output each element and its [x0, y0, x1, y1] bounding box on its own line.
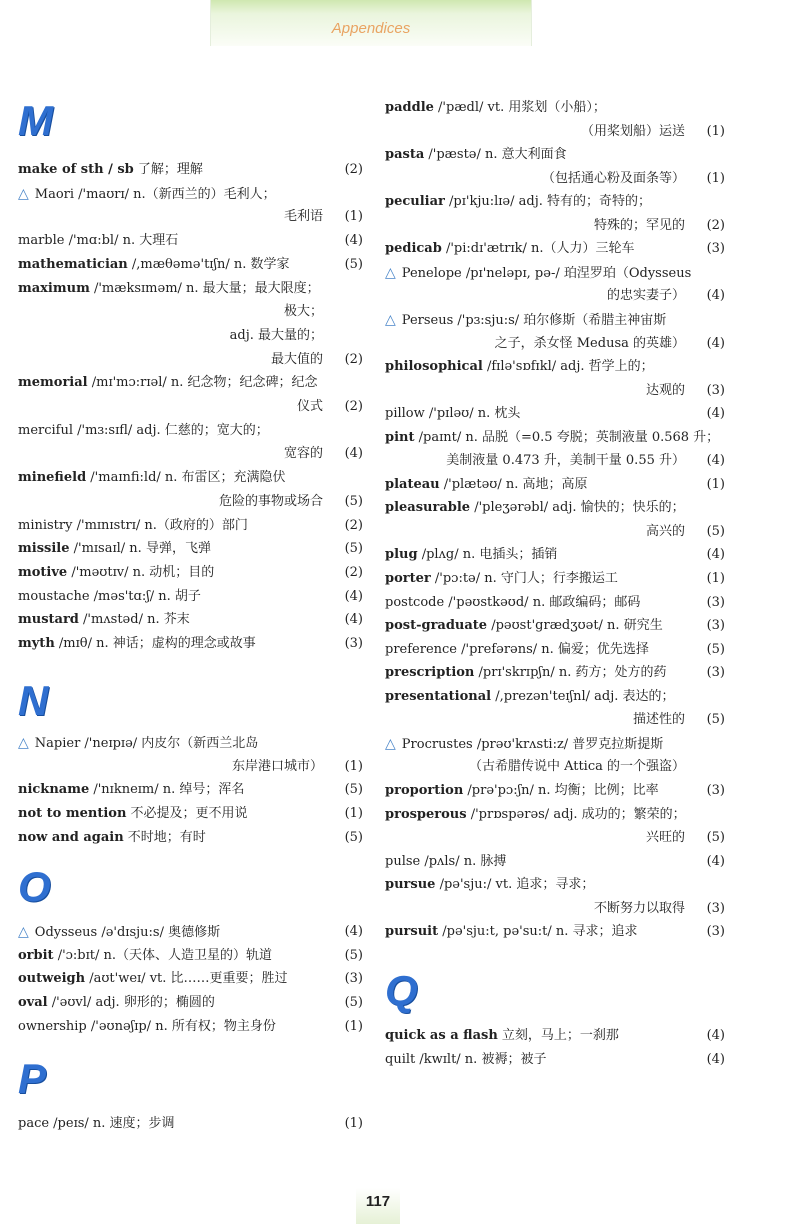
continuation-text: 兴旺的: [645, 830, 685, 846]
definition: /'məʊtɪv/ n. 动机；目的: [67, 564, 215, 580]
definition: /'pi:dɪ'ætrɪk/ n.（人力）三轮车: [441, 241, 635, 257]
unit-number: (1): [344, 1116, 363, 1131]
headword: philosophical: [385, 359, 483, 375]
definition: /'ɔ:bɪt/ n.（天体、人造卫星的）轨道: [53, 947, 273, 963]
continuation-text: 达观的: [645, 382, 685, 398]
unit-number: (2): [344, 564, 363, 580]
definition: /prɪ'skrɪpʃn/ n. 药方；处方的药: [474, 665, 667, 681]
headword: Maori: [34, 186, 75, 202]
continuation-text: 极大；: [283, 304, 323, 320]
glossary-entry: [18, 991, 363, 1015]
headword: paddle: [385, 100, 434, 115]
headword: myth: [18, 636, 55, 651]
unit-number: (1): [344, 758, 363, 774]
definition: /'pɜ:sju:s/ 珀尔修斯（希腊主神宙斯: [453, 312, 667, 328]
entry-continuation: [385, 167, 725, 191]
glossary-entry: [385, 779, 725, 803]
glossary-entry: [18, 802, 363, 826]
definition: /'prefərəns/ n. 偏爱；优先选择: [457, 641, 649, 657]
unit-number: (3): [706, 665, 725, 681]
headword: Napier: [34, 736, 81, 751]
glossary-entry: [18, 826, 363, 850]
unit-number: (5): [344, 493, 363, 509]
unit-number: (4): [706, 547, 725, 563]
definition: /'pleʒərəbl/ adj. 愉快的；快乐的；: [470, 500, 685, 516]
glossary-entry: [18, 1112, 363, 1136]
unit-number: (2): [344, 351, 363, 367]
unit-number: (4): [706, 1051, 725, 1067]
headword: missile: [18, 541, 70, 557]
headword: preference: [385, 641, 457, 657]
unit-number: (3): [706, 900, 725, 916]
headword: now and again: [18, 829, 124, 845]
definition: /ə'dɪsju:s/ 奥德修斯: [97, 925, 221, 940]
definition: /'pɪləʊ/ n. 枕头: [424, 406, 521, 422]
triangle-icon: △: [385, 735, 396, 752]
entry-continuation: [18, 300, 363, 324]
definition: /mɪ'mɔ:rɪəl/ n. 纪念物；纪念碑；纪念: [87, 375, 318, 391]
headword: moustache: [18, 588, 90, 604]
definition: /pə'sju:/ vt. 追求；寻求；: [435, 877, 595, 893]
headword: outweigh: [18, 971, 86, 987]
definition: /'əʊvl/ adj. 卵形的；椭圆的: [47, 995, 215, 1011]
glossary-entry: [385, 732, 725, 756]
unit-number: (5): [706, 523, 725, 539]
headword: Perseus: [401, 312, 454, 328]
definition: 不必提及；更不用说: [126, 806, 248, 822]
unit-number: (5): [344, 256, 363, 272]
unit-number: (4): [344, 446, 363, 462]
headword: ownership: [18, 1018, 87, 1034]
headword: pursuit: [385, 924, 439, 940]
glossary-entry: [385, 1024, 725, 1048]
definition: /peɪs/ n. 速度；步调: [49, 1116, 175, 1131]
headword: plateau: [385, 476, 440, 492]
entry-continuation: [385, 826, 725, 850]
glossary-entry: [385, 850, 725, 874]
definition: /kwɪlt/ n. 被褥；被子: [415, 1051, 547, 1067]
headword: mustard: [18, 612, 79, 628]
unit-number: (4): [706, 288, 725, 304]
glossary-entry: [18, 466, 363, 490]
entry-continuation: [385, 214, 725, 238]
unit-number: (2): [344, 399, 363, 414]
glossary-entry: [385, 567, 725, 591]
entry-continuation: [18, 755, 363, 779]
unit-number: (4): [344, 233, 363, 249]
headword: nickname: [18, 782, 90, 798]
glossary-entry: [385, 426, 725, 450]
headword: pillow: [385, 406, 425, 422]
continuation-text: 毛利语: [283, 209, 323, 225]
definition: /pʌls/ n. 脉搏: [420, 853, 507, 869]
definition: /məs'tɑ:ʃ/ n. 胡子: [89, 588, 201, 604]
triangle-icon: △: [385, 311, 396, 328]
glossary-entry: [385, 496, 725, 520]
headword: Procrustes: [401, 736, 473, 752]
entry-continuation: [385, 332, 725, 356]
continuation-text: 宽容的: [283, 446, 323, 462]
definition: /'mɪnɪstrɪ/ n.（政府的）部门: [72, 517, 248, 533]
definition: /'mɪsaɪl/ n. 导弹，飞弹: [69, 541, 211, 557]
unit-number: (5): [344, 541, 363, 557]
unit-number: (2): [344, 517, 363, 533]
entry-continuation: [385, 520, 725, 544]
definition: /'pædl/ vt. 用浆划（小船）；: [433, 100, 606, 115]
unit-number: (1): [706, 170, 725, 186]
definition: /'pəʊstkəʊd/ n. 邮政编码；邮码: [444, 594, 641, 610]
unit-number: (1): [706, 476, 725, 492]
entry-continuation: [18, 442, 363, 466]
unit-number: (5): [344, 829, 363, 845]
continuation-text: （古希腊传说中 Attica 的一个强盗）: [468, 759, 685, 775]
definition: /'mɑ:bl/ n. 大理石: [64, 233, 179, 249]
continuation-text: 特殊的；罕见的: [593, 217, 685, 233]
glossary-entry: [18, 182, 363, 206]
glossary-entry: [18, 920, 363, 944]
unit-number: (5): [706, 712, 725, 728]
glossary-entry: [385, 261, 725, 285]
glossary-entry: [18, 229, 363, 253]
unit-number: (1): [344, 1018, 363, 1034]
section-letter-q: Q: [385, 967, 416, 1014]
unit-number: (2): [706, 217, 725, 233]
definition: /mɪθ/ n. 神话；虚构的理念或故事: [54, 636, 256, 651]
headword: pedicab: [385, 241, 442, 257]
unit-number: (3): [344, 971, 363, 987]
definition: /'maʊrɪ/ n.（新西兰的）毛利人；: [74, 186, 276, 202]
headword: pleasurable: [385, 500, 471, 516]
entry-continuation: [18, 348, 363, 372]
entry-continuation: [385, 755, 725, 779]
glossary-entry: [385, 237, 725, 261]
glossary-entry: [385, 920, 725, 944]
continuation-text: 高兴的: [645, 523, 685, 539]
headword: memorial: [18, 375, 88, 391]
unit-number: (4): [344, 588, 363, 604]
entry-continuation: [385, 897, 725, 921]
headword: postcode: [385, 594, 445, 610]
glossary-entry: [385, 638, 725, 662]
definition: /fɪlə'sɒfɪkl/ adj. 哲学上的；: [482, 359, 654, 375]
headword: marble: [18, 233, 65, 249]
definition: /'pɔ:tə/ n. 守门人；行李搬运工: [430, 571, 618, 586]
headword: oval: [18, 995, 48, 1011]
headword: peculiar: [385, 194, 445, 210]
unit-number: (1): [706, 123, 725, 139]
header-title: Appendices: [331, 20, 411, 37]
glossary-entry: [18, 632, 363, 656]
definition: /plʌg/ n. 电插头；插销: [417, 547, 558, 563]
glossary-entry: [385, 661, 725, 685]
definition: /,mæθəmə'tɪʃn/ n. 数学家: [127, 256, 290, 272]
headword: prosperous: [385, 806, 467, 822]
headword: ministry: [18, 517, 73, 533]
definition: /'pæstə/ n. 意大利面食: [424, 147, 567, 163]
entry-continuation: [385, 120, 725, 144]
unit-number: (4): [344, 924, 363, 939]
glossary-entry: [18, 731, 363, 755]
entry-continuation: [18, 490, 363, 514]
definition: /prə'pɔ:ʃn/ n. 均衡；比例；比率: [463, 782, 659, 798]
continuation-text: 不断努力以取得: [593, 900, 685, 916]
page-number: 117: [356, 1188, 400, 1224]
continuation-text: adj. 最大量的；: [229, 327, 323, 343]
glossary-entry: [18, 561, 363, 585]
continuation-text: 最大值的: [270, 351, 323, 367]
unit-number: (4): [706, 1028, 725, 1043]
glossary-entry: [385, 96, 725, 120]
continuation-text: 描述性的: [632, 712, 685, 728]
definition: /pɪ'neləpɪ, pə-/ 珀涅罗珀（Odysseus: [461, 265, 692, 281]
unit-number: (2): [344, 162, 363, 177]
headword: mathematician: [18, 256, 128, 272]
headword: Penelope: [401, 265, 462, 281]
definition: /'mæksɪməm/ n. 最大量；最大限度；: [89, 280, 320, 296]
unit-number: (4): [706, 335, 725, 351]
definition: /paɪnt/ n. 品脱（=0.5 夸脱；英制液量 0.568 升；: [414, 429, 720, 445]
glossary-entry: [18, 371, 363, 395]
definition: /pə'sju:t, pə'su:t/ n. 寻求；追求: [438, 924, 638, 940]
unit-number: (4): [706, 406, 725, 422]
headword: quilt: [385, 1051, 416, 1067]
section-letter-m: M: [18, 97, 51, 144]
definition: 立刻，马上；一刹那: [497, 1028, 619, 1043]
triangle-icon: △: [18, 924, 29, 940]
headword: pursue: [385, 877, 436, 893]
unit-number: (3): [706, 241, 725, 257]
glossary-entry: [385, 402, 725, 426]
triangle-icon: △: [385, 264, 396, 281]
definition: /'nɪkneɪm/ n. 绰号；浑名: [89, 782, 245, 798]
headword: merciful: [18, 422, 74, 438]
definition: /'mɜ:sɪfl/ adj. 仁慈的；宽大的；: [73, 422, 269, 438]
unit-number: (3): [706, 618, 725, 634]
unit-number: (4): [706, 453, 725, 469]
triangle-icon: △: [18, 735, 29, 751]
glossary-entry: [385, 543, 725, 567]
headword: Odysseus: [34, 925, 98, 940]
continuation-text: 东岸港口城市）: [231, 758, 323, 774]
glossary-entry: [385, 873, 725, 897]
headword: quick as a flash: [385, 1028, 498, 1043]
entry-continuation: [385, 708, 725, 732]
glossary-entry: [18, 158, 363, 182]
glossary-entry: [18, 514, 363, 538]
unit-number: (1): [344, 806, 363, 822]
entry-continuation: [385, 379, 725, 403]
definition: /'maɪnfi:ld/ n. 布雷区；充满隐伏: [86, 470, 286, 486]
continuation-text: （用桨划船）运送: [580, 123, 685, 139]
continuation-text: 的忠实妻子）: [606, 288, 685, 304]
glossary-entry: [385, 614, 725, 638]
section-letter-n: N: [18, 677, 47, 724]
unit-number: (4): [344, 612, 363, 628]
unit-number: (3): [344, 636, 363, 651]
glossary-entry: [18, 419, 363, 443]
glossary-entry: [18, 944, 363, 968]
unit-number: (1): [344, 209, 363, 225]
continuation-text: 美制液量 0.473 升，美制干量 0.55 升）: [446, 453, 685, 469]
entry-continuation: [385, 284, 725, 308]
glossary-entry: [385, 473, 725, 497]
entry-continuation: [385, 449, 725, 473]
entry-continuation: [18, 324, 363, 348]
unit-number: (5): [706, 641, 725, 657]
triangle-icon: △: [18, 185, 29, 202]
unit-number: (4): [706, 853, 725, 869]
glossary-entry: [18, 1015, 363, 1039]
glossary-entry: [385, 685, 725, 709]
definition: /pəʊst'grædʒʊət/ n. 研究生: [487, 618, 663, 634]
section-letter-p: P: [18, 1055, 45, 1102]
unit-number: (3): [706, 924, 725, 940]
glossary-entry: [18, 608, 363, 632]
glossary-entry: [385, 308, 725, 332]
headword: plug: [385, 547, 418, 563]
section-letter-o: O: [18, 863, 49, 910]
definition: /'əʊnəʃɪp/ n. 所有权；物主身份: [86, 1018, 276, 1034]
glossary-entry: [18, 277, 363, 301]
unit-number: (3): [706, 782, 725, 798]
headword: pasta: [385, 147, 425, 163]
headword: not to mention: [18, 806, 127, 822]
headword: motive: [18, 564, 68, 580]
definition: /,prezən'teɪʃnl/ adj. 表达的；: [491, 688, 675, 704]
headword: make of sth / sb: [18, 162, 134, 177]
unit-number: (1): [706, 571, 725, 586]
glossary-entry: [385, 190, 725, 214]
glossary-entry: [18, 537, 363, 561]
continuation-text: 危险的事物或场合: [218, 493, 323, 509]
glossary-entry: [18, 778, 363, 802]
continuation-text: 仪式: [296, 399, 323, 414]
entry-continuation: [18, 205, 363, 229]
glossary-entry: [18, 967, 363, 991]
glossary-entry: [385, 1048, 725, 1072]
definition: /'neɪpɪə/ 内皮尔（新西兰北岛: [80, 736, 259, 751]
unit-number: (3): [706, 382, 725, 398]
definition: 了解；理解: [133, 162, 203, 177]
headword: proportion: [385, 782, 464, 798]
headword: orbit: [18, 947, 54, 963]
entry-continuation: [18, 395, 363, 419]
definition: /aʊt'weɪ/ vt. 比……更重要；胜过: [85, 971, 288, 987]
definition: /pɪ'kju:lɪə/ adj. 特有的；奇特的；: [444, 194, 652, 210]
headword: pace: [18, 1116, 50, 1131]
definition: /'mʌstəd/ n. 芥末: [78, 612, 190, 628]
glossary-entry: [385, 355, 725, 379]
definition: /'prɒspərəs/ adj. 成功的；繁荣的；: [466, 806, 686, 822]
glossary-entry: [18, 585, 363, 609]
unit-number: (3): [706, 594, 725, 610]
glossary-entry: [385, 591, 725, 615]
unit-number: (5): [344, 947, 363, 963]
continuation-text: 之子，杀女怪 Medusa 的英雄）: [494, 335, 685, 351]
unit-number: (5): [344, 995, 363, 1011]
headword: post-graduate: [385, 618, 488, 634]
unit-number: (5): [706, 830, 725, 846]
glossary-entry: [385, 143, 725, 167]
glossary-entry: [385, 803, 725, 827]
headword: pulse: [385, 853, 421, 869]
definition: /prəʊ'krʌsti:z/ 普罗克拉斯提斯: [472, 736, 664, 752]
continuation-text: （包括通心粉及面条等）: [541, 170, 685, 186]
headword: minefield: [18, 470, 87, 486]
definition: /'plætəʊ/ n. 高地；高原: [439, 476, 588, 492]
headword: prescription: [385, 665, 475, 681]
headword: maximum: [18, 280, 90, 296]
definition: 不时地；有时: [123, 829, 206, 845]
headword: porter: [385, 571, 431, 586]
headword: pint: [385, 429, 415, 445]
header-band: [210, 0, 532, 46]
glossary-entry: [18, 253, 363, 277]
headword: presentational: [385, 688, 492, 704]
unit-number: (5): [344, 782, 363, 798]
